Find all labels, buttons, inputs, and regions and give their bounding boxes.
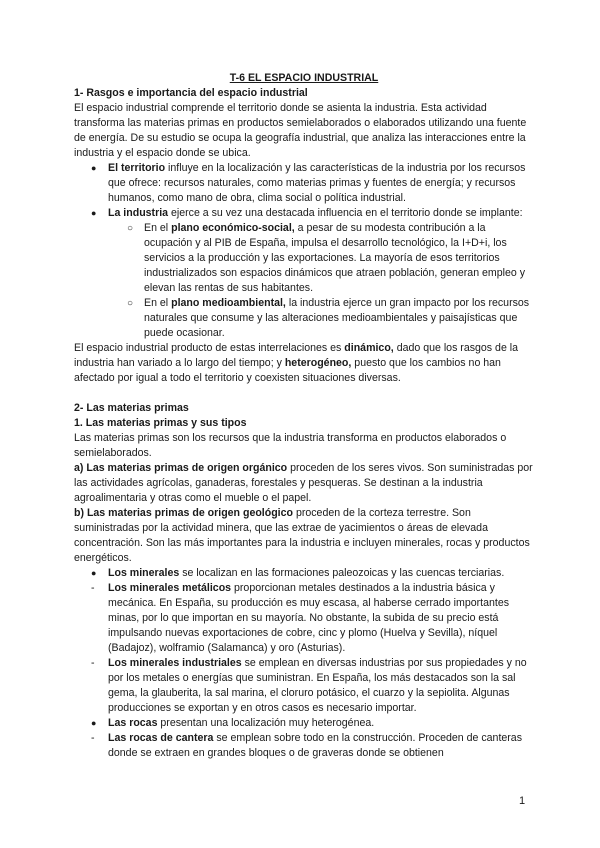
list-item: ○ En el plano económico-social, a pesar de su modesta contribución a la ocupación y al PIB de España, impulsa el desarrollo tecnológico, la I+D+i, los servicios a la producción y las exportaciones. La mayoría de esos territorios industrializados son espacios dinámicos que atraen población, generan empleo y elevan las rentas de sus habitantes.: [127, 222, 526, 294]
circle-marker: ○: [127, 223, 134, 234]
list-item: ● Los minerales se localizan en las formaciones paleozoicas y las cuencas terciarias.: [91, 567, 505, 579]
section1-closing: El espacio industrial producto de estas interrelaciones es dinámico, dado que los rasgos de la industria han variado a lo largo del tiempo; y heterogéneo, puesto que los cambios no han afectado por igual a todo el territorio y coexisten situaciones diversas.: [74, 342, 519, 384]
dash-marker: -: [91, 657, 95, 669]
list-item: ● El territorio influye en la localización y las características de la industria por los recursos que ofrece: recursos naturales, como materias primas y fuentes de energía; y recursos humanos, como mano de obra, clima social o política industrial.: [91, 162, 526, 204]
section2-subheading: 1. Las materias primas y sus tipos: [74, 417, 247, 429]
section2-heading: 2- Las materias primas: [74, 402, 189, 414]
bullet-marker: ●: [91, 163, 97, 173]
list-item: - Los minerales metálicos proporcionan metales destinados a la industria básica y mecánica. En España, su producción es muy escasa, al haberse cerrado importantes minas, por lo que importan en su mayoría. No obstante, la subida de su precio está impulsando nuevas exportaciones de cobre, cinc y plomo (Huelva y Sevilla), níquel (Badajoz), wolframio (Salamanca) y oro (Asturias).: [91, 582, 510, 654]
list-item: - Los minerales industriales se emplean en diversas industrias por sus propiedades y no por los metales o energías que suministran. En España, los más destacados son la sal gema, la glauberita, la sal marina, el cloruro potásico, el cuarzo y la sepiolita. Algunas producciones se exportan y en otros casos es necesario importar.: [91, 657, 527, 714]
circle-marker: ○: [127, 298, 134, 309]
section2-intro: Las materias primas son los recursos que la industria transforma en productos elaborados o semielaborados.: [74, 432, 507, 459]
dash-marker: -: [91, 582, 95, 594]
document-page: [74, 71, 534, 761]
section1-intro: El espacio industrial comprende el territorio donde se asienta la industria. Esta actividad transforma las materias primas en productos semielaborados o elaborados utilizando una fuente de energía. De su estudio se ocupa la geografía industrial, que analiza las interacciones entre la industria y el espacio donde se ubica.: [74, 102, 527, 159]
section1-list: [74, 161, 534, 341]
list-item: ○ En el plano medioambiental, la industria ejerce un gran impacto por los recursos naturales que consume y las alteraciones medioambientales y paisajísticas que puede ocasionar.: [127, 297, 530, 339]
spacer: [74, 386, 534, 401]
geologic-paragraph: b) Las materias primas de origen geológico proceden de la corteza terrestre. Son suministradas por la actividad minera, que las extrae de yacimientos o áreas de elevada concentración. Son las más importantes para la industria e incluyen minerales, rocas y productos energéticos.: [74, 507, 530, 564]
dash-marker: -: [91, 732, 95, 744]
page-number: 1: [519, 795, 526, 807]
section1-heading: 1- Rasgos e importancia del espacio industrial: [74, 87, 308, 99]
list-item: ● La industria ejerce a su vez una destacada influencia en el territorio donde se implante:: [91, 207, 523, 219]
list-item: - Las rocas de cantera se emplean sobre todo en la construcción. Proceden de canteras donde se extraen en grandes bloques o de graveras donde se obtienen: [91, 732, 522, 759]
document-title: T-6 EL ESPACIO INDUSTRIAL: [229, 72, 379, 84]
section2-list: [74, 566, 534, 761]
organic-paragraph: a) Las materias primas de origen orgánico proceden de los seres vivos. Son suministradas por las actividades agrícolas, ganaderas, forestales y pesqueras. Se destinan a la industria agroalimentaria y otras como el mueble o el papel.: [74, 462, 533, 504]
bullet-marker: ●: [91, 718, 97, 728]
bullet-marker: ●: [91, 208, 97, 218]
list-item: ● Las rocas presentan una localización muy heterogénea.: [91, 717, 375, 729]
bullet-marker: ●: [91, 568, 97, 578]
